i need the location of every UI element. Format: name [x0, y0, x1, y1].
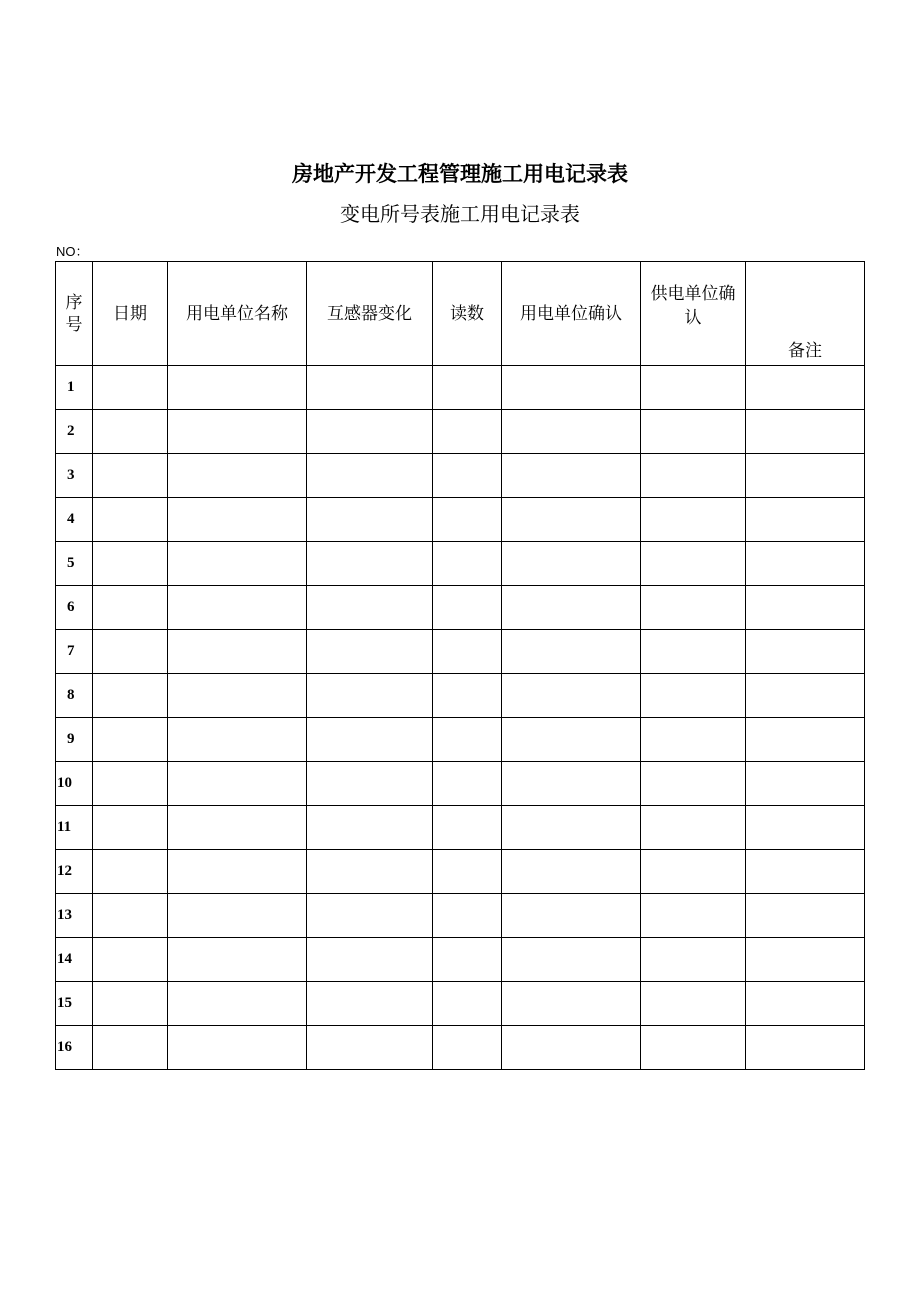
row-seq-cell	[56, 982, 93, 1026]
row-seq-cell	[56, 630, 93, 674]
cell-transformer-change[interactable]	[307, 718, 433, 762]
cell-date[interactable]	[93, 718, 168, 762]
row-seq-number: 8	[67, 687, 75, 703]
row-seq-cell	[56, 938, 93, 982]
row-seq-number: 6	[67, 599, 75, 615]
row-seq-number: 3	[67, 467, 75, 483]
cell-supply-confirm[interactable]	[641, 454, 746, 498]
row-seq-number: 9	[67, 731, 75, 747]
cell-supply-confirm[interactable]	[641, 586, 746, 630]
row-seq-cell	[56, 850, 93, 894]
cell-supply-confirm[interactable]	[641, 894, 746, 938]
cell-remark[interactable]	[746, 894, 865, 938]
cell-remark[interactable]	[746, 850, 865, 894]
cell-date[interactable]	[93, 762, 168, 806]
cell-transformer-change[interactable]	[307, 542, 433, 586]
row-seq-cell	[56, 454, 93, 498]
cell-remark[interactable]	[746, 982, 865, 1026]
table-row	[56, 498, 865, 542]
cell-remark[interactable]	[746, 542, 865, 586]
cell-reading[interactable]	[433, 894, 502, 938]
cell-transformer-change[interactable]	[307, 630, 433, 674]
header-user-confirm: 用电单位确认	[502, 262, 641, 366]
document-subtitle: 变电所号表施工用电记录表	[340, 202, 580, 226]
row-seq-number: 11	[57, 819, 72, 835]
cell-user-confirm[interactable]	[502, 498, 641, 542]
cell-user-confirm[interactable]	[502, 366, 641, 410]
cell-supply-confirm[interactable]	[641, 1026, 746, 1070]
cell-reading[interactable]	[433, 762, 502, 806]
cell-reading[interactable]	[433, 366, 502, 410]
cell-transformer-change[interactable]	[307, 850, 433, 894]
row-seq-number: 5	[67, 555, 75, 571]
header-reading: 读数	[433, 262, 502, 366]
cell-date[interactable]	[93, 630, 168, 674]
row-seq-cell	[56, 718, 93, 762]
row-seq-number: 4	[67, 511, 75, 527]
header-supply-confirm-line2: 认	[684, 308, 702, 328]
cell-transformer-change[interactable]	[307, 938, 433, 982]
row-seq-cell	[56, 410, 93, 454]
cell-user-confirm[interactable]	[502, 542, 641, 586]
cell-unit-name[interactable]	[168, 366, 307, 410]
cell-date[interactable]	[93, 938, 168, 982]
table-header-row	[56, 262, 865, 366]
cell-transformer-change[interactable]	[307, 366, 433, 410]
cell-user-confirm[interactable]	[502, 586, 641, 630]
cell-transformer-change[interactable]	[307, 806, 433, 850]
cell-transformer-change[interactable]	[307, 762, 433, 806]
cell-reading[interactable]	[433, 410, 502, 454]
cell-remark[interactable]	[746, 586, 865, 630]
cell-date[interactable]	[93, 982, 168, 1026]
cell-user-confirm[interactable]	[502, 674, 641, 718]
cell-unit-name[interactable]	[168, 410, 307, 454]
header-date: 日期	[93, 262, 168, 366]
cell-date[interactable]	[93, 454, 168, 498]
cell-supply-confirm[interactable]	[641, 982, 746, 1026]
cell-user-confirm[interactable]	[502, 850, 641, 894]
table-row	[56, 366, 865, 410]
cell-remark[interactable]	[746, 630, 865, 674]
cell-reading[interactable]	[433, 630, 502, 674]
table-row	[56, 586, 865, 630]
header-unit-name: 用电单位名称	[168, 262, 307, 366]
cell-transformer-change[interactable]	[307, 586, 433, 630]
cell-unit-name[interactable]	[168, 894, 307, 938]
record-number-label: NO：	[56, 244, 89, 259]
row-seq-cell	[56, 542, 93, 586]
cell-remark[interactable]	[746, 454, 865, 498]
cell-unit-name[interactable]	[168, 850, 307, 894]
header-seq	[56, 262, 93, 366]
row-seq-cell	[56, 806, 93, 850]
row-seq-cell	[56, 586, 93, 630]
cell-unit-name[interactable]	[168, 542, 307, 586]
cell-supply-confirm[interactable]	[641, 498, 746, 542]
table-row	[56, 1026, 865, 1070]
cell-supply-confirm[interactable]	[641, 762, 746, 806]
cell-unit-name[interactable]	[168, 938, 307, 982]
row-seq-cell	[56, 894, 93, 938]
cell-reading[interactable]	[433, 806, 502, 850]
table-row	[56, 894, 865, 938]
row-seq-cell	[56, 366, 93, 410]
table-row	[56, 806, 865, 850]
cell-unit-name[interactable]	[168, 454, 307, 498]
cell-remark[interactable]	[746, 1026, 865, 1070]
header-supply-confirm	[641, 262, 746, 366]
cell-reading[interactable]	[433, 850, 502, 894]
cell-reading[interactable]	[433, 938, 502, 982]
row-seq-cell	[56, 762, 93, 806]
table-row	[56, 938, 865, 982]
cell-transformer-change[interactable]	[307, 498, 433, 542]
cell-user-confirm[interactable]	[502, 894, 641, 938]
table-row	[56, 542, 865, 586]
cell-date[interactable]	[93, 586, 168, 630]
electricity-record-table	[55, 261, 865, 1070]
cell-supply-confirm[interactable]	[641, 366, 746, 410]
cell-transformer-change[interactable]	[307, 454, 433, 498]
cell-unit-name[interactable]	[168, 630, 307, 674]
cell-remark[interactable]	[746, 498, 865, 542]
cell-user-confirm[interactable]	[502, 454, 641, 498]
cell-transformer-change[interactable]	[307, 674, 433, 718]
cell-remark[interactable]	[746, 806, 865, 850]
cell-unit-name[interactable]	[168, 586, 307, 630]
table-body	[56, 366, 865, 1070]
cell-unit-name[interactable]	[168, 674, 307, 718]
cell-date[interactable]	[93, 894, 168, 938]
cell-user-confirm[interactable]	[502, 410, 641, 454]
row-seq-number: 7	[67, 643, 75, 659]
row-seq-number: 13	[57, 907, 72, 923]
document-title: 房地产开发工程管理施工用电记录表	[292, 162, 628, 186]
cell-user-confirm[interactable]	[502, 938, 641, 982]
cell-remark[interactable]	[746, 674, 865, 718]
cell-date[interactable]	[93, 366, 168, 410]
table-row	[56, 762, 865, 806]
table-row	[56, 718, 865, 762]
cell-supply-confirm[interactable]	[641, 674, 746, 718]
cell-supply-confirm[interactable]	[641, 938, 746, 982]
cell-unit-name[interactable]	[168, 762, 307, 806]
row-seq-number: 10	[57, 775, 72, 791]
header-seq-line2: 号	[65, 314, 83, 335]
cell-date[interactable]	[93, 542, 168, 586]
cell-remark[interactable]	[746, 718, 865, 762]
cell-user-confirm[interactable]	[502, 630, 641, 674]
cell-user-confirm[interactable]	[502, 762, 641, 806]
cell-reading[interactable]	[433, 982, 502, 1026]
row-seq-number: 12	[57, 863, 72, 879]
cell-unit-name[interactable]	[168, 982, 307, 1026]
cell-supply-confirm[interactable]	[641, 850, 746, 894]
table-row	[56, 454, 865, 498]
cell-transformer-change[interactable]	[307, 1026, 433, 1070]
row-seq-number: 1	[67, 379, 75, 395]
cell-reading[interactable]	[433, 542, 502, 586]
cell-date[interactable]	[93, 806, 168, 850]
cell-unit-name[interactable]	[168, 498, 307, 542]
cell-user-confirm[interactable]	[502, 718, 641, 762]
cell-reading[interactable]	[433, 586, 502, 630]
table-row	[56, 674, 865, 718]
table-row	[56, 850, 865, 894]
header-seq-line1: 序	[65, 292, 83, 313]
row-seq-cell	[56, 498, 93, 542]
cell-reading[interactable]	[433, 454, 502, 498]
cell-remark[interactable]	[746, 366, 865, 410]
cell-supply-confirm[interactable]	[641, 410, 746, 454]
header-remark: 备注	[746, 262, 865, 366]
cell-reading[interactable]	[433, 718, 502, 762]
cell-unit-name[interactable]	[168, 806, 307, 850]
cell-user-confirm[interactable]	[502, 1026, 641, 1070]
cell-unit-name[interactable]	[168, 718, 307, 762]
row-seq-number: 16	[57, 1039, 72, 1055]
cell-supply-confirm[interactable]	[641, 542, 746, 586]
header-transformer-change: 互感器变化	[307, 262, 433, 366]
cell-supply-confirm[interactable]	[641, 630, 746, 674]
cell-date[interactable]	[93, 498, 168, 542]
cell-remark[interactable]	[746, 938, 865, 982]
cell-reading[interactable]	[433, 1026, 502, 1070]
header-supply-confirm-line1: 供电单位确	[650, 284, 736, 304]
row-seq-number: 14	[57, 951, 72, 967]
row-seq-number: 15	[57, 995, 72, 1011]
cell-unit-name[interactable]	[168, 1026, 307, 1070]
cell-remark[interactable]	[746, 762, 865, 806]
cell-date[interactable]	[93, 1026, 168, 1070]
cell-date[interactable]	[93, 674, 168, 718]
cell-transformer-change[interactable]	[307, 894, 433, 938]
table-row	[56, 982, 865, 1026]
cell-reading[interactable]	[433, 498, 502, 542]
row-seq-cell	[56, 674, 93, 718]
cell-supply-confirm[interactable]	[641, 806, 746, 850]
row-seq-cell	[56, 1026, 93, 1070]
cell-transformer-change[interactable]	[307, 410, 433, 454]
cell-user-confirm[interactable]	[502, 806, 641, 850]
cell-transformer-change[interactable]	[307, 982, 433, 1026]
cell-reading[interactable]	[433, 674, 502, 718]
table-row	[56, 410, 865, 454]
cell-supply-confirm[interactable]	[641, 718, 746, 762]
cell-date[interactable]	[93, 410, 168, 454]
row-seq-number: 2	[67, 423, 75, 439]
cell-date[interactable]	[93, 850, 168, 894]
cell-remark[interactable]	[746, 410, 865, 454]
cell-user-confirm[interactable]	[502, 982, 641, 1026]
table-row	[56, 630, 865, 674]
